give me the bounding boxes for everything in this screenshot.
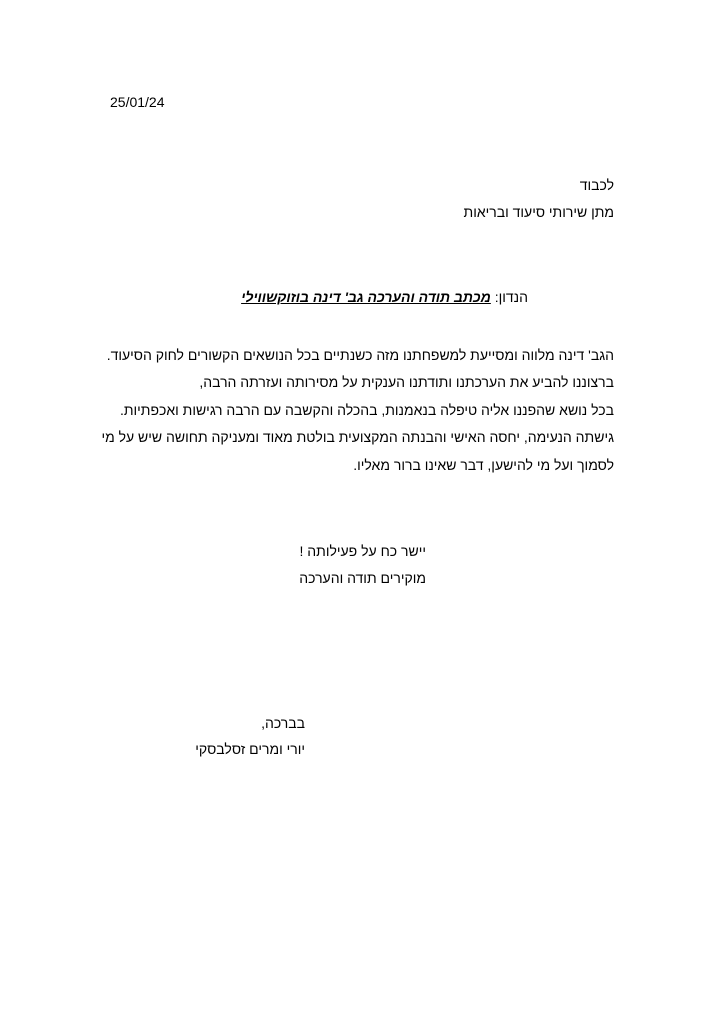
body-line-3: בכל נושא שהפננו אליה טיפלה בנאמנות, בהכלה והקשבה עם הרבה רגישות ואכפתיות. — [119, 402, 614, 418]
recipient-organization: מתן שירותי סיעוד ובריאות — [463, 204, 614, 220]
subject-line — [241, 288, 528, 306]
letter-date: 25/01/24 — [110, 94, 165, 110]
subject-title: מכתב תודה והערכה גב' דינה בוזוקשווילי — [241, 289, 491, 305]
recipient-to: לכבוד — [579, 177, 614, 193]
signature-names: יורי ומרים זסלבסקי — [195, 741, 305, 757]
closing-line-1: יישר כח על פעילותה ! — [299, 543, 426, 559]
body-line-5: לסמוך ועל מי להישען, דבר שאינו ברור מאליו. — [353, 457, 614, 473]
body-line-2: ברצוננו להביע את הערכתנו ותודתנו הענקית על מסירותה ועזרתה הרבה, — [199, 374, 614, 390]
body-line-4: גישתה הנעימה, יחסה האישי והבנתה המקצועית בולטת מאוד ומעניקה תחושה שיש על מי — [101, 429, 614, 445]
closing-line-2: מוקירים תודה והערכה — [299, 570, 426, 586]
body-line-1: הגב' דינה מלווה ומסייעת למשפחתנו מזה כשנתיים בכל הנושאים הקשורים לחוק הסיעוד. — [106, 347, 614, 363]
subject-label: הנדון: — [494, 289, 528, 305]
signoff: בברכה, — [261, 715, 305, 731]
